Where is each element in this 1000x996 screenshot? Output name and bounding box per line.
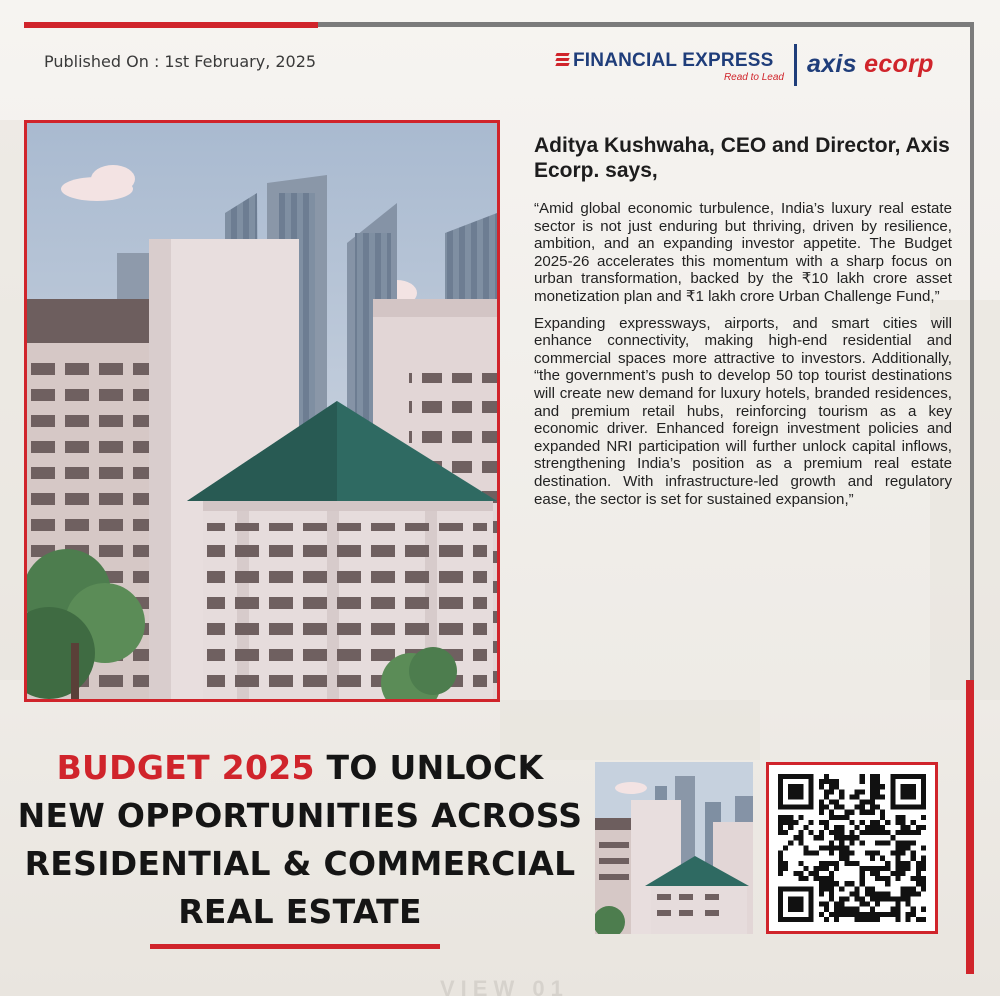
right-red-rule <box>966 680 974 974</box>
article-paragraph: Expanding expressways, airports, and smart cities will enhance connectivity, making high-end residential and commercial spaces more attractive to investors. Additionally, “the government’s push to develop 50 top tourist destinations will create new demand for luxury hotels, branded residences, and premium retail hubs, reinforcing tourism as a key economic driver. Enhanced foreign investment policies and expanded NRI participation will further unlock capital inflows, strengthening India’s position as a premium real estate destination. With infrastructure-led growth and regulatory ease, the sector is set for sustained expansion,” <box>534 314 952 508</box>
article-author: Aditya Kushwaha, CEO and Director, Axis Ecorp. says, <box>534 134 950 182</box>
article-paragraph: “Amid global economic turbulence, India’s luxury real estate sector is not just enduring but thriving, driven by resilience, ambition, and an expanding investor appetite. The Budget 2025-26 accelerates this momentum with a sharp focus on urban transformation, backed by the ₹10 lakh crore asset monetization plan and ₹1 lakh crore Urban Challenge Fund,” <box>534 200 952 305</box>
fe-logo-name: FINANCIAL EXPRESS <box>573 50 774 71</box>
qr-code-icon <box>778 774 926 922</box>
published-date: Published On : 1st February, 2025 <box>44 52 317 71</box>
headline-line2: NEW OPPORTUNITIES ACROSS <box>17 796 583 835</box>
qr-code[interactable] <box>766 762 938 934</box>
headline <box>10 744 590 936</box>
fe-logo-tagline: Read to Lead <box>723 72 784 83</box>
city-thumbnail <box>595 762 753 934</box>
headline-line1-rest: TO UNLOCK <box>314 748 544 787</box>
fe-stripes-icon <box>556 53 569 67</box>
headline-underline <box>150 944 440 949</box>
city-illustration <box>24 120 500 702</box>
top-gray-rule <box>318 22 974 27</box>
top-red-rule <box>24 22 318 28</box>
logo-divider <box>794 44 797 86</box>
axis-logo-part2: ecorp <box>864 50 934 78</box>
headline-highlight: BUDGET 2025 <box>56 748 315 787</box>
axis-ecorp-logo <box>807 50 934 79</box>
financial-express-logo <box>556 48 788 88</box>
right-gray-rule <box>970 22 974 682</box>
axis-logo-part1: axis <box>807 50 865 78</box>
watermark-text: VIEW 01 <box>440 976 569 996</box>
headline-line4: REAL ESTATE <box>178 892 422 931</box>
article-body <box>534 200 952 517</box>
headline-line3: RESIDENTIAL & COMMERCIAL <box>24 844 576 883</box>
